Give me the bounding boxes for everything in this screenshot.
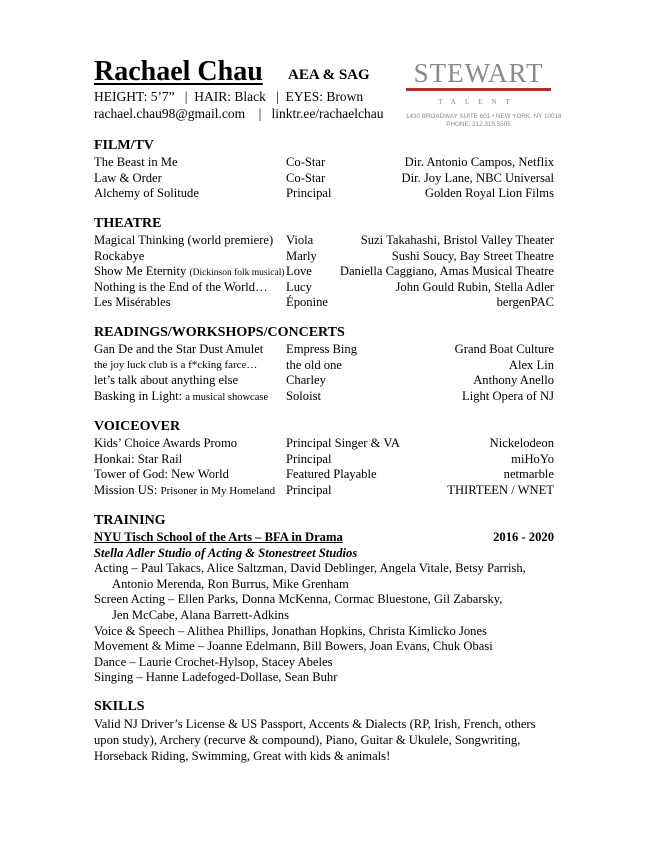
credit-director: miHoYo [511, 451, 554, 466]
training-line: Acting – Paul Takacs, Alice Saltzman, David Deblinger, Angela Vitale, Betsy Parrish, [94, 561, 526, 576]
training-school: NYU Tisch School of the Arts – BFA in Drama [94, 530, 343, 544]
section-heading: SKILLS [94, 699, 145, 714]
section-heading: TRAINING [94, 513, 166, 528]
credit-title: let’s talk about anything else [94, 373, 239, 388]
credit-row [94, 155, 554, 171]
credit-role: Charley [286, 373, 326, 388]
credit-role: Empress Bing [286, 342, 358, 356]
credit-row [94, 467, 554, 483]
credit-title-note: Prisoner in My Homeland [160, 484, 276, 497]
credit-director: Golden Royal Lion Films [424, 186, 554, 201]
credit-title [94, 389, 268, 406]
skills-text [94, 716, 554, 764]
credit-role: Principal [286, 186, 332, 201]
credit-row [94, 233, 554, 249]
credit-role: Featured Playable [286, 467, 377, 482]
credit-role: Co-Star [286, 155, 326, 169]
voiceover-section [94, 418, 554, 498]
credit-director: Anthony Anello [473, 373, 554, 388]
credit-title: Law & Order [94, 170, 162, 185]
credit-row [94, 249, 554, 265]
credit-row [94, 452, 554, 468]
credit-director: Dir. Joy Lane, NBC Universal [401, 170, 554, 185]
training-line: Antonio Merenda, Ron Burrus, Mike Grenham [112, 576, 349, 591]
credit-role: Principal [286, 482, 332, 497]
contact-info: rachael.chau98@gmail.com | linktr.ee/rachaelchau [94, 106, 384, 121]
credit-role: Éponine [286, 295, 328, 310]
credit-title: Tower of God: New World [94, 467, 229, 482]
credit-row [94, 342, 554, 358]
credit-director: Dir. Antonio Campos, Netflix [404, 155, 554, 169]
credit-director: John Gould Rubin, Stella Adler [395, 279, 554, 294]
credit-title: the joy luck club is a f*cking farce… [94, 358, 258, 371]
skills-section [94, 698, 554, 764]
credit-director: Daniella Caggiano, Amas Musical Theatre [339, 264, 554, 279]
training-studio: Stella Adler Studio of Acting & Stonestreet Studios [94, 545, 358, 560]
credit-row [94, 295, 554, 311]
training-line: Screen Acting – Ellen Parks, Donna McKenna, Cormac Bluestone, Gil Zabarsky, [94, 592, 503, 607]
credit-title-note: a musical showcase [185, 391, 269, 403]
agency-name: STEWART [413, 58, 544, 88]
credit-director: Sushi Soucy, Bay Street Theatre [391, 248, 554, 263]
credit-title: Les Misérables [94, 295, 171, 310]
credit-role: Lucy [286, 279, 312, 294]
credit-row [94, 264, 554, 280]
readings-section [94, 324, 554, 404]
credit-role: Love [286, 264, 312, 279]
theatre-section [94, 215, 554, 311]
credit-director: Grand Boat Culture [454, 342, 554, 356]
credit-title: Alchemy of Solitude [94, 186, 199, 201]
credit-role: Soloist [286, 388, 321, 403]
actor-name: Rachael Chau [94, 56, 263, 87]
credit-director: Alex Lin [508, 357, 554, 372]
skills-line: Horseback Riding, Swimming, Great with kids & animals! [94, 749, 391, 763]
credit-title: Kids’ Choice Awards Promo [94, 436, 238, 450]
agency-phone: PHONE: 212.315.5505 [446, 121, 511, 128]
training-line: Singing – Hanne Ladefoged-Dollase, Sean Buhr [94, 670, 338, 685]
credit-director: netmarble [503, 467, 554, 482]
skills-line: Valid NJ Driver’s License & US Passport, Accents & Dialects (RP, Irish, French, others [94, 717, 536, 731]
credit-director: bergenPAC [496, 295, 554, 310]
credit-director: Light Opera of NJ [462, 388, 554, 403]
training-line: Dance – Laurie Crochet-Hylsop, Stacey Abeles [94, 654, 333, 669]
credit-role: Viola [286, 233, 314, 247]
credit-role: Co-Star [286, 170, 326, 185]
credit-role: Marly [286, 248, 317, 263]
credit-title: Honkai: Star Rail [94, 451, 183, 466]
agency-subtitle: TALENT [435, 98, 522, 106]
section-heading: READINGS/WORKSHOPS/CONCERTS [94, 325, 345, 340]
training-section [94, 512, 554, 686]
training-line: Jen McCabe, Alana Barrett-Adkins [112, 607, 289, 622]
credit-row [94, 186, 554, 202]
credit-title-text: Mission US: [94, 482, 158, 497]
credit-row [94, 483, 554, 499]
credit-title: Magical Thinking (world premiere) [94, 233, 274, 247]
credit-title [94, 483, 275, 500]
section-heading: THEATRE [94, 216, 162, 231]
training-line: Movement & Mime – Joanne Edelmann, Bill Bowers, Joan Evans, Chuk Obasi [94, 639, 493, 654]
credit-role: the old one [286, 357, 342, 372]
agency-accent-bar [406, 88, 551, 91]
credit-title-note: (Dickinson folk musical) [189, 268, 285, 279]
section-heading: FILM/TV [94, 138, 154, 153]
credit-role: Principal [286, 451, 332, 466]
physical-stats: HEIGHT: 5’7” | HAIR: Black | EYES: Brown [94, 89, 364, 104]
credit-director: Suzi Takahashi, Bristol Valley Theater [360, 233, 554, 247]
credit-title: The Beast in Me [94, 155, 178, 169]
training-line: Voice & Speech – Alithea Phillips, Jonathan Hopkins, Christa Kimlicko Jones [94, 623, 487, 638]
credit-role: Principal Singer & VA [286, 436, 400, 450]
credit-row [94, 171, 554, 187]
credit-title-text: Show Me Eternity [94, 264, 187, 279]
section-heading: VOICEOVER [94, 419, 181, 434]
credit-row [94, 358, 554, 374]
credit-title: Gan De and the Star Dust Amulet [94, 342, 264, 356]
film-tv-section [94, 137, 554, 202]
training-years: 2016 - 2020 [493, 530, 554, 544]
agency-address: 1430 BROADWAY SUITE 601 • NEW YORK, NY 10018 [406, 113, 562, 120]
credit-title: Nothing is the End of the World… [94, 279, 268, 294]
credit-row [94, 280, 554, 296]
credit-title: Rockabye [94, 248, 145, 263]
agency-logo [406, 58, 562, 129]
credit-row [94, 389, 554, 405]
credit-row [94, 436, 554, 452]
skills-line: upon study), Archery (recurve & compound), Piano, Guitar & Ukulele, Songwriting, [94, 733, 521, 747]
training-school-row [94, 530, 554, 546]
credit-director: Nickelodeon [489, 436, 554, 450]
credit-title-text: Basking in Light: [94, 388, 183, 403]
union-affiliation: AEA & SAG [288, 67, 370, 83]
credit-director: THIRTEEN / WNET [447, 482, 554, 497]
credit-row [94, 373, 554, 389]
